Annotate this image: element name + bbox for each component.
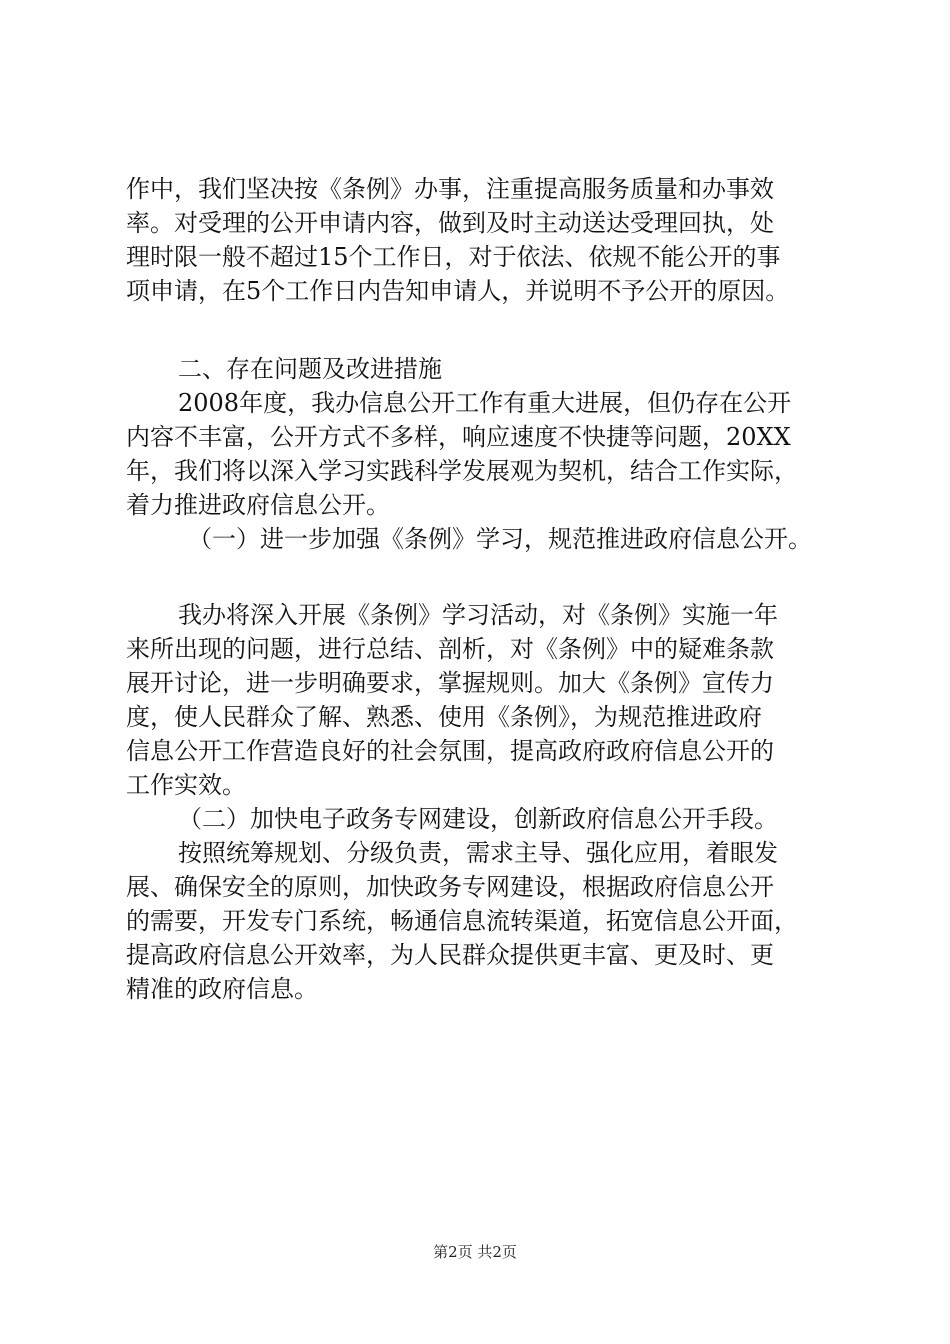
paragraph-problems (126, 386, 846, 522)
text-line: 提高政府信息公开效率，为人民群众提供更丰富、更及时、更 (126, 941, 774, 969)
subheading-two-text: （二）加快电子政务专网建设，创新政府信息公开手段。 (178, 805, 778, 833)
page-number-footer: 第2页 共2页 (433, 1243, 517, 1261)
text-line: 着力推进政府信息公开。 (126, 491, 390, 519)
paragraph-network-construction (126, 836, 846, 1006)
text-line: 率。对受理的公开申请内容，做到及时主动送达受理回执，处 (126, 209, 774, 237)
text-line: 精准的政府信息。 (126, 975, 318, 1003)
text-line: 理时限一般不超过15个工作日，对于依法、依规不能公开的事 (126, 243, 781, 271)
subheading-one-text: （一）进一步加强《条例》学习，规范推进政府信息公开。 (188, 525, 812, 553)
text-line: 2008年度，我办信息公开工作有重大进展，但仍存在公开 (178, 389, 792, 417)
document-body (126, 172, 846, 1006)
text-line: 来所出现的问题，进行总结、剖析，对《条例》中的疑难条款 (126, 635, 774, 663)
text-line: 内容不丰富，公开方式不多样，响应速度不快捷等问题，20XX (126, 423, 791, 451)
text-line: 展、确保安全的原则，加快政务专网建设，根据政府信息公开 (126, 873, 774, 901)
text-line: 度，使人民群众了解、熟悉、使用《条例》，为规范推进政府 (126, 703, 762, 731)
paragraph-regulation-study (126, 598, 846, 802)
text-line: 的需要，开发专门系统，畅通信息流转渠道，拓宽信息公开面， (126, 907, 798, 935)
paragraph-service-quality (126, 172, 846, 308)
text-line: 展开讨论，进一步明确要求，掌握规则。加大《条例》宣传力 (126, 669, 774, 697)
text-line: 信息公开工作营造良好的社会氛围，提高政府政府信息公开的 (126, 737, 774, 765)
text-line: 按照统筹规划、分级负责，需求主导、强化应用，着眼发 (178, 839, 778, 867)
text-line: 工作实效。 (126, 771, 246, 799)
section-heading-text: 二、存在问题及改进措施 (178, 355, 442, 383)
text-line: 我办将深入开展《条例》学习活动，对《条例》实施一年 (178, 601, 778, 629)
text-line: 年，我们将以深入学习实践科学发展观为契机，结合工作实际， (126, 457, 798, 485)
text-line: 项申请，在5个工作日内告知申请人，并说明不予公开的原因。 (126, 277, 790, 305)
subheading-two (126, 802, 846, 836)
subheading-one (126, 522, 846, 556)
section-heading (126, 352, 846, 386)
text-line: 作中，我们坚决按《条例》办事，注重提高服务质量和办事效 (126, 175, 774, 203)
